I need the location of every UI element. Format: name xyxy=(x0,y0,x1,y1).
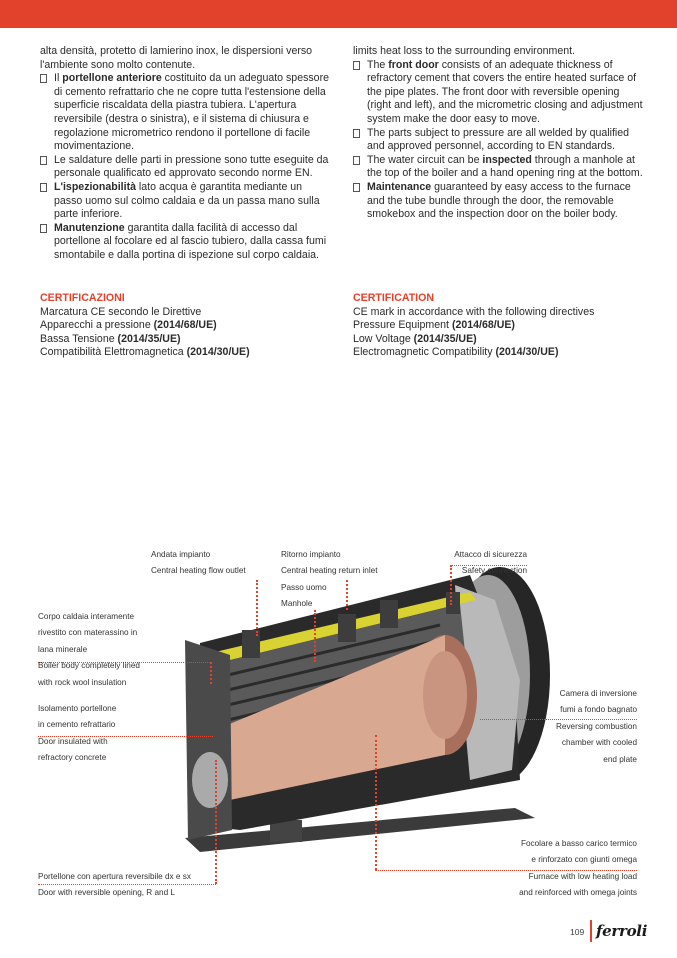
italian-certification xyxy=(40,292,250,360)
bullet-bold: Maintenance xyxy=(367,180,432,193)
bullet-bold: front door xyxy=(388,58,439,71)
combustion-chamber xyxy=(423,651,467,739)
leader-return xyxy=(346,580,348,610)
front-door xyxy=(185,640,232,840)
bullet-icon xyxy=(40,74,47,83)
door-inspection-opening xyxy=(192,752,228,808)
bullet-bold: portellone anteriore xyxy=(62,72,162,85)
caption-safety-connection: Attacco di sicurezza Safety connection xyxy=(454,550,527,576)
certification-title: CERTIFICAZIONI xyxy=(40,292,125,304)
italian-bullet xyxy=(40,181,330,222)
bullet-text: garantita dalla facilità di accesso dal portellone al focolare ed al fascio tubiero, dalla cassa fumi smontabile e dalla portina di ispezione sul corpo caldaia. xyxy=(54,221,327,261)
bullet-text: lato acqua è garantita mediante un passo uomo sul colmo caldaia e da un passa mano sulla parte inferiore. xyxy=(54,180,320,221)
return-inlet-nozzle xyxy=(338,614,356,642)
certification-line: Apparecchi a pressione (2014/68/UE) xyxy=(40,319,217,332)
english-bullet xyxy=(353,154,643,181)
bullet-bold: L'ispezionabilità xyxy=(54,180,136,193)
bullet-icon xyxy=(40,156,47,165)
bullet-bold: inspected xyxy=(482,153,532,166)
bullet-text: guaranteed by easy access to the furnace and the tube bundle through the door, the removable smokebox and the inspection door on the boiler body. xyxy=(367,180,631,221)
english-column xyxy=(353,45,643,222)
caption-reversing-chamber: Camera di inversione fumi a fondo bagnato Reversing combustion chamber with cooled end plate xyxy=(555,689,637,764)
leader-opening xyxy=(215,760,217,884)
caption-door-insulation: Isolamento portellone in cemento refrattario Door insulated with refractory concrete xyxy=(38,704,117,763)
bullet-text: through a manhole at the top of the boiler and a hand opening ring at the bottom. xyxy=(367,153,643,180)
footer-divider xyxy=(590,920,592,942)
bullet-text: consists of an adequate thickness of refractory cement that covers the entire heated surface of the pipe plates. The front door with reversible opening (right and left), and the micrometric closing and adjustment system make the door easy to move. xyxy=(367,58,643,125)
leader-body xyxy=(210,662,212,684)
page-number: 109 xyxy=(570,927,585,937)
italian-column xyxy=(40,45,330,263)
certification-line: Electromagnetic Compatibility (2014/30/UE) xyxy=(353,346,559,359)
caption-flow-outlet: Andata impianto Central heating flow outlet xyxy=(151,550,246,576)
leader-safety xyxy=(450,565,452,605)
caption-reversible-door: Portellone con apertura reversibile dx e sx Door with reversible opening, R and L xyxy=(38,872,191,898)
italian-intro: alta densità, protetto di lamierino inox, le dispersioni verso l'ambiente sono molto contenute. xyxy=(40,45,313,71)
caption-return-inlet: Ritorno impianto Central heating return inlet xyxy=(281,550,378,576)
leader-furnace xyxy=(375,735,377,870)
certification-line: Compatibilità Elettromagnetica (2014/30/UE) xyxy=(40,346,250,359)
bullet-icon xyxy=(40,183,47,192)
certification-title: CERTIFICATION xyxy=(353,292,435,304)
safety-nozzle xyxy=(446,592,460,614)
bullet-text: The xyxy=(367,58,389,71)
certification-line: CE mark in accordance with the following directives xyxy=(353,305,595,318)
bullet-text: Le saldature delle parti in pressione sono tutte eseguite da personale qualificato ed approvato secondo norme EN. xyxy=(54,153,329,180)
bullet-text: costituito da un adeguato spessore di cemento refrattario che ne copre tutta l'estensione della superficie riscaldata della piastra tubiera. L'apertura reversibile (destra o sinistra), e il sistema di chiusura e regolazione micrometrico rendono il portellone di facile movimentazione. xyxy=(54,72,329,153)
bullet-icon xyxy=(353,129,360,138)
italian-bullet xyxy=(40,222,330,263)
english-bullet xyxy=(353,127,643,154)
leader-flow xyxy=(256,580,258,636)
certification-line: Pressure Equipment (2014/68/UE) xyxy=(353,319,515,332)
manhole-nozzle xyxy=(380,600,398,628)
caption-furnace: Focolare a basso carico termico e rinforzato con giunti omega Furnace with low heating load and reinforced with omega joints xyxy=(519,839,637,898)
certification-line: Marcatura CE secondo le Direttive xyxy=(40,305,202,318)
italian-bullet xyxy=(40,72,330,154)
bullet-icon xyxy=(353,61,360,70)
leader-manhole xyxy=(314,610,316,662)
caption-boiler-body: Corpo caldaia interamente rivestito con materassino in lana minerale Boiler body completely lined with rock wool insulation xyxy=(38,612,140,687)
english-intro: limits heat loss to the surrounding environment. xyxy=(353,45,575,57)
bullet-text: The water circuit can be xyxy=(367,153,483,166)
caption-manhole: Passo uomo Manhole xyxy=(281,583,327,609)
bullet-text: The parts subject to pressure are all welded by qualified and approved personnel, according to EN standards. xyxy=(367,126,630,153)
english-bullet xyxy=(353,181,643,222)
bullet-bold: Manutenzione xyxy=(54,221,125,234)
header-bar xyxy=(0,0,677,28)
italian-bullet xyxy=(40,154,330,181)
certification-line: Low Voltage (2014/35/UE) xyxy=(353,332,477,345)
ferroli-logo: ferroli xyxy=(596,922,648,940)
bullet-text: Il xyxy=(54,72,63,85)
bullet-icon xyxy=(353,183,360,192)
english-bullet xyxy=(353,59,643,127)
english-certification xyxy=(353,292,594,360)
bullet-icon xyxy=(353,156,360,165)
certification-line: Bassa Tensione (2014/35/UE) xyxy=(40,332,181,345)
bullet-icon xyxy=(40,224,47,233)
